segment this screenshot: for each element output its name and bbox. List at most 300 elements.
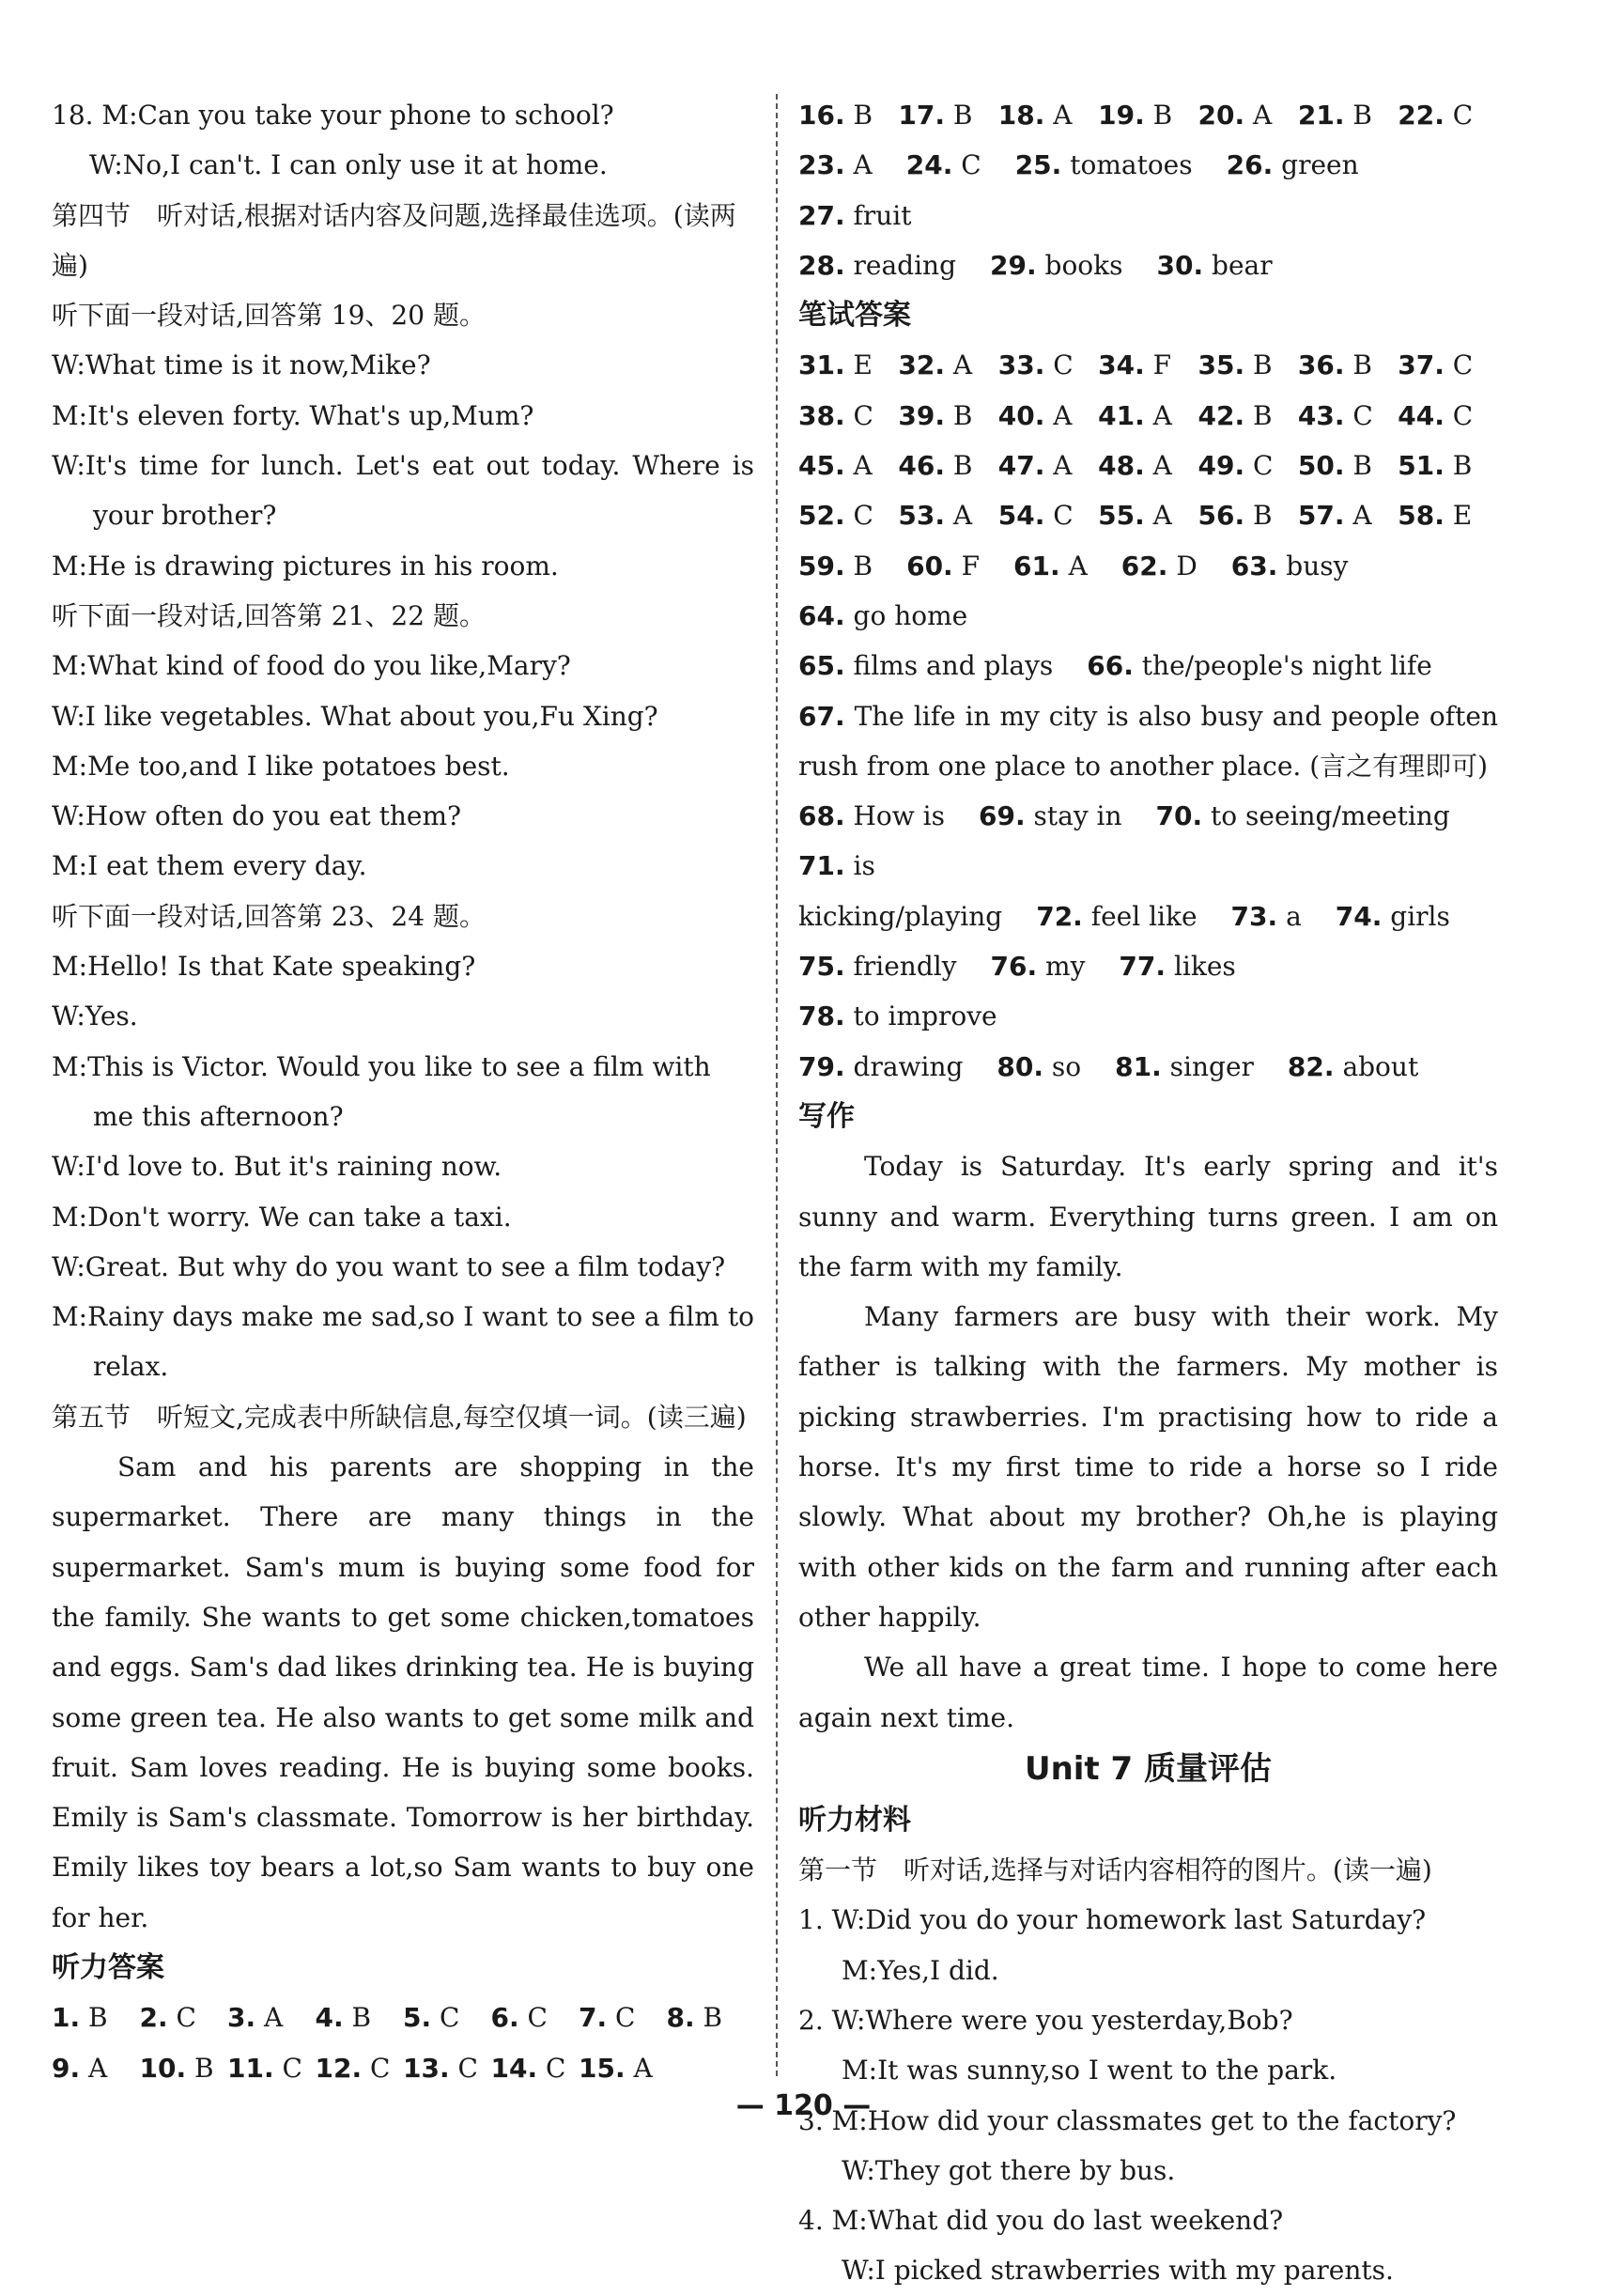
answer-value: A: [633, 2052, 653, 2084]
answer-value: B: [1253, 500, 1273, 532]
answer-number: 24.: [905, 149, 953, 181]
u7-dialogue-r: M:Yes,I did.: [842, 1954, 999, 1986]
answer-item: [1156, 791, 1450, 841]
intro-23-24: 听下面一段对话,回答第 23、24 题。: [52, 900, 486, 932]
dialogue-line: M:Don't worry. We can take a taxi.: [52, 1201, 512, 1233]
answer-row: [798, 892, 1498, 941]
answer-value: about: [1342, 1050, 1419, 1082]
answer-number: 13.: [403, 2052, 450, 2084]
answer-item: [906, 541, 980, 591]
answer-number: 75.: [798, 951, 845, 983]
answer-item: [1227, 140, 1359, 190]
answer-item: [1398, 340, 1497, 390]
answer-item: [403, 2043, 491, 2093]
answer-row: [798, 140, 1498, 240]
answer-number: 17.: [898, 100, 945, 131]
answer-number: 50.: [1297, 450, 1345, 482]
answer-item: [1198, 441, 1298, 490]
answer-value: girls: [1390, 900, 1450, 932]
answer-item: [1231, 892, 1302, 941]
answer-value: B: [952, 399, 973, 431]
answer-number: 3.: [227, 2002, 256, 2034]
answer-number: 56.: [1198, 500, 1245, 532]
answer-number: 81.: [1115, 1050, 1162, 1082]
answer-number: 16.: [798, 100, 845, 131]
answer-item: [1119, 941, 1235, 991]
answer-row: [798, 791, 1498, 892]
answer-value: B: [351, 2002, 372, 2034]
answer-row: [798, 1042, 1498, 1092]
answer-item: [990, 240, 1123, 290]
answer-value: A: [1068, 550, 1088, 582]
answer-item: [998, 490, 1098, 540]
dialogue-line: W:I'd love to. But it's raining now.: [52, 1151, 502, 1183]
answer-item: [798, 1042, 963, 1092]
dialogue-line: M:He is drawing pictures in his room.: [52, 550, 559, 582]
answer-item: [798, 641, 1053, 690]
answer-item: [1198, 90, 1298, 140]
answer-value: A: [1053, 399, 1073, 431]
answer-item: [1398, 490, 1497, 540]
answer-number: 25.: [1014, 149, 1062, 181]
dialogue-line: W:Yes.: [52, 1001, 138, 1032]
passage: [52, 1442, 754, 1943]
answer-number: 9.: [52, 2052, 81, 2084]
answer-number: 27.: [798, 199, 845, 231]
answer-number: 53.: [898, 500, 945, 532]
answer-number: 63.: [1230, 550, 1278, 582]
u7-dialogue-r: W:They got there by bus.: [842, 2154, 1176, 2186]
answer-value: A: [1053, 100, 1073, 131]
answer-item: [798, 90, 898, 140]
answer-value: drawing: [853, 1050, 964, 1082]
answer-item: [316, 1993, 404, 2042]
dialogue-line: M:This is Victor. Would you like to see a film with me this afternoon?: [52, 1050, 711, 1132]
answer-row: [798, 641, 1498, 690]
answer-number: 61.: [1013, 550, 1060, 582]
answer-number: 73.: [1230, 900, 1278, 932]
answer-value: E: [853, 349, 873, 381]
answer-number: 7.: [579, 2002, 608, 2034]
answer-number: 82.: [1287, 1050, 1335, 1082]
answer-value: A: [853, 450, 873, 482]
answer-row: [798, 90, 1498, 140]
answer-item: [1115, 1042, 1254, 1092]
answer-number: 79.: [798, 1050, 845, 1082]
answer-value: F: [1152, 349, 1172, 381]
answer-item: [1121, 541, 1198, 591]
answer-value: C: [546, 2052, 566, 2084]
answer-item: [998, 90, 1098, 140]
answer-value: A: [1152, 500, 1172, 532]
dialogue-line: M:What kind of food do you like,Mary?: [52, 650, 571, 682]
answer-number: 11.: [227, 2052, 274, 2084]
answer-value: B: [194, 2052, 214, 2084]
answer-item: [52, 2043, 140, 2093]
answer-number: 35.: [1198, 349, 1245, 381]
left-column: [52, 90, 754, 2093]
answer-row: [52, 1993, 754, 2042]
answer-value: B: [853, 100, 873, 131]
answer-value: friendly: [853, 951, 957, 983]
answer-item: [491, 2043, 579, 2093]
answer-item: [991, 941, 1086, 991]
answer-item: [798, 892, 1002, 941]
answer-item: [1298, 441, 1398, 490]
answer-value: A: [1253, 100, 1273, 131]
answer-number: 31.: [798, 349, 845, 381]
listening-material-title: 听力材料: [798, 1803, 911, 1837]
u7-dialogue-q: 2. W:Where were you yesterday,Bob?: [798, 2004, 1293, 2036]
answer-number: 72.: [1036, 900, 1083, 932]
answer-item: [906, 140, 981, 190]
answer-value: B: [1452, 450, 1473, 482]
answer-value: C: [282, 2052, 302, 2084]
answer-item: [798, 441, 898, 490]
answer-value: A: [853, 149, 873, 181]
answer-item: [1398, 441, 1497, 490]
answer-value: C: [1053, 349, 1074, 381]
answer-value: feel like: [1090, 900, 1198, 932]
answer-value: is: [853, 850, 875, 882]
answer-value: my: [1045, 951, 1086, 983]
answer-number: 26.: [1226, 149, 1274, 181]
answer-value: go home: [853, 599, 968, 631]
answer-item: [667, 1993, 755, 2042]
dialogue-line: W:It's time for lunch. Let's eat out today. Where is your brother?: [52, 450, 754, 532]
answer-item: [1336, 892, 1450, 941]
answer-number: 15.: [579, 2052, 626, 2084]
answer-value: C: [1452, 100, 1474, 131]
answer-value: A: [264, 2002, 284, 2034]
answer-item: [998, 340, 1098, 390]
answer-value: busy: [1286, 550, 1349, 582]
answer-item: [1098, 490, 1198, 540]
answer-row: [798, 941, 1498, 1042]
answer-item: [1398, 391, 1497, 441]
answer-item: [1036, 892, 1197, 941]
answer-number: 30.: [1156, 249, 1204, 281]
answer-item: [316, 2043, 404, 2093]
section4-title: 第四节 听对话,根据对话内容及问题,选择最佳选项。(读两遍): [52, 199, 736, 281]
answer-number: 18.: [997, 100, 1045, 131]
answer-value: tomatoes: [1070, 149, 1193, 181]
dialogue-line: W:I like vegetables. What about you,Fu Xing?: [52, 700, 658, 732]
answer-value: C: [853, 500, 873, 532]
answer-number: 57.: [1297, 500, 1345, 532]
answer-value: the/people's night life: [1141, 650, 1432, 682]
answer-number: 58.: [1398, 500, 1445, 532]
answer-number: 69.: [978, 800, 1026, 832]
answer-value: C: [853, 399, 873, 431]
answer-number: 42.: [1198, 399, 1245, 431]
answer-number: 78.: [798, 1001, 845, 1032]
writing-title: 写作: [798, 1099, 855, 1133]
answer-value: A: [1352, 500, 1372, 532]
answer-item: [1298, 391, 1398, 441]
answer-value: C: [1352, 399, 1373, 431]
answer-item: [227, 2043, 316, 2093]
answer-number: 29.: [990, 249, 1037, 281]
answer-number: 22.: [1398, 100, 1445, 131]
answer-item: [798, 591, 967, 641]
answer-item: [579, 2043, 667, 2093]
essay-paragraph: Today is Saturday. It's early spring and it's sunny and warm. Everything turns green. I am on the farm with my family.: [798, 1151, 1498, 1282]
page-number: — 120 —: [735, 2089, 872, 2122]
answer-value: A: [1152, 399, 1172, 431]
answer-number: 77.: [1119, 951, 1167, 983]
answer-value: A: [1053, 450, 1073, 482]
essay-paragraph: Many farmers are busy with their work. My father is talking with the farmers. My mother is picking strawberries. I'm practising how to ride a horse. It's my first time to ride a horse so I ride slowly. What about my brother? Oh,he is playing with other kids on the farm and running after each other happily.: [798, 1301, 1498, 1633]
answer-value: F: [961, 550, 981, 582]
answer-number: 39.: [898, 399, 945, 431]
answer-value: A: [88, 2052, 108, 2084]
answer-number: 47.: [997, 450, 1045, 482]
answer-item: [898, 441, 997, 490]
answer-number: 74.: [1335, 900, 1383, 932]
passage-text: Sam and his parents are shopping in the supermarket. There are many things in the supermarket. Sam's mum is buying some food for the family. She wants to get some chicken,tomatoes and eggs. Sam's dad likes drinking tea. He is buying some green tea. He also wants to get some milk and fruit. Sam loves reading. He is buying some books. Emily is Sam's classmate. Tomorrow is her birthday. Emily likes toy bears a lot,so Sam wants to buy one for her.: [52, 1451, 754, 1933]
answer-number: 59.: [798, 550, 845, 582]
answer-item: [979, 791, 1122, 841]
answer-item: [52, 1993, 140, 2042]
answer-value: B: [88, 2002, 108, 2034]
answer-item: [1288, 1042, 1418, 1092]
answer-value: B: [703, 2002, 723, 2034]
essay: [798, 1141, 1498, 1743]
answer-item: [1398, 90, 1497, 140]
answer-value: C: [1053, 500, 1074, 532]
answer-number: 19.: [1098, 100, 1145, 131]
answer-value: C: [615, 2002, 636, 2034]
answer-value: How is: [853, 800, 945, 832]
answer-number: 65.: [798, 650, 845, 682]
answer-item: [1198, 490, 1298, 540]
answer-row: [798, 240, 1498, 290]
answer-value: A: [1152, 450, 1172, 482]
dialogue-line: M:I eat them every day.: [52, 850, 367, 882]
essay-paragraph: We all have a great time. I hope to come here again next time.: [798, 1652, 1498, 1733]
answer-item: [798, 340, 898, 390]
right-column: [798, 90, 1498, 2296]
answer-item: [798, 391, 898, 441]
u7-dialogue-q: 4. M:What did you do last weekend?: [798, 2205, 1284, 2237]
answer-value: B: [1352, 349, 1372, 381]
q18-line2: W:No,I can't. I can only use it at home.: [89, 149, 608, 181]
answer-number: 5.: [403, 2002, 432, 2034]
answer-number: 23.: [798, 149, 845, 181]
answer-row: [798, 541, 1498, 642]
answer-row: [798, 391, 1498, 441]
answer-number: 44.: [1398, 399, 1445, 431]
answer-value: C: [1452, 399, 1474, 431]
answer-item: [1231, 541, 1349, 591]
answer-number: 49.: [1198, 450, 1245, 482]
answer-item: [1015, 140, 1193, 190]
written-answers-title: 笔试答案: [798, 299, 911, 333]
answer-value: A: [952, 500, 973, 532]
q18-line1: 18. M:Can you take your phone to school?: [52, 100, 614, 131]
answer-value: C: [527, 2002, 548, 2034]
answer-number: 80.: [997, 1050, 1044, 1082]
answer-item: [798, 490, 898, 540]
answer-number: 70.: [1155, 800, 1203, 832]
answer-number: 54.: [997, 500, 1045, 532]
answer-item: [998, 441, 1098, 490]
answer-number: 62.: [1120, 550, 1168, 582]
answer-value: so: [1051, 1050, 1082, 1082]
intro-21-22: 听下面一段对话,回答第 21、22 题。: [52, 599, 486, 631]
answer-value: green: [1281, 149, 1359, 181]
answer-value: singer: [1169, 1050, 1254, 1082]
answer-number: 55.: [1098, 500, 1145, 532]
answer-value: E: [1452, 500, 1473, 532]
answer-item: [1298, 490, 1398, 540]
answer-number: 76.: [990, 951, 1038, 983]
answer-number: 40.: [997, 399, 1045, 431]
answer-item: [898, 391, 997, 441]
answer-number: 51.: [1398, 450, 1445, 482]
answer-item: [1298, 90, 1398, 140]
q67-answer: [798, 691, 1498, 792]
answer-item: [798, 841, 875, 891]
answer-item: [1098, 391, 1198, 441]
answer-item: [491, 1993, 579, 2042]
answer-value: B: [952, 450, 973, 482]
answer-value: B: [1352, 100, 1372, 131]
dialogue-line: W:What time is it now,Mike?: [52, 349, 431, 381]
answer-number: 8.: [666, 2002, 695, 2034]
answer-item: [898, 90, 997, 140]
answer-value: books: [1044, 249, 1123, 281]
answer-value: B: [1253, 399, 1273, 431]
answer-item: [1098, 90, 1198, 140]
answer-item: [140, 1993, 228, 2042]
answer-number: 14.: [490, 2052, 538, 2084]
answer-item: [403, 1993, 491, 2042]
answer-item: [798, 941, 957, 991]
answer-item: [798, 991, 997, 1041]
answer-item: [579, 1993, 667, 2042]
answer-value: reading: [853, 249, 956, 281]
answer-item: [798, 240, 956, 290]
answer-row: [798, 490, 1498, 540]
answer-item: [798, 191, 912, 240]
answer-number: 32.: [898, 349, 945, 381]
answer-value: B: [1152, 100, 1173, 131]
answer-number: 12.: [315, 2052, 363, 2084]
answer-value: C: [370, 2052, 391, 2084]
dialogue-line: M:Me too,and I like potatoes best.: [52, 750, 510, 782]
answer-value: B: [853, 550, 873, 582]
answer-item: [1098, 441, 1198, 490]
answer-number: 52.: [798, 500, 845, 532]
answer-row: [798, 441, 1498, 490]
answer-item: [1198, 340, 1298, 390]
dialogue-line: M:Hello! Is that Kate speaking?: [52, 951, 476, 983]
answer-item: [1087, 641, 1432, 690]
answer-number: 64.: [798, 599, 845, 631]
answer-item: [1013, 541, 1088, 591]
answer-item: [1198, 391, 1298, 441]
answer-item: [227, 1993, 316, 2042]
answer-value: C: [1253, 450, 1274, 482]
answer-item: [798, 140, 873, 190]
answer-number: 4.: [315, 2002, 344, 2034]
answer-value: C: [1452, 349, 1474, 381]
section5-title: 第五节 听短文,完成表中所缺信息,每空仅填一词。(读三遍): [52, 1401, 747, 1433]
answer-number: 6.: [490, 2002, 519, 2034]
answer-value: B: [1253, 349, 1273, 381]
u7-dialogue-r: W:I picked strawberries with my parents.: [842, 2255, 1394, 2287]
answer-item: [1098, 340, 1198, 390]
answer-number: 46.: [898, 450, 945, 482]
answer-number: 10.: [139, 2052, 187, 2084]
column-divider: [776, 94, 778, 2076]
answer-number: 36.: [1297, 349, 1345, 381]
answer-item: [140, 2043, 228, 2093]
answer-item: [1157, 240, 1273, 290]
answer-number: 41.: [1098, 399, 1145, 431]
answer-number: 1.: [52, 2002, 81, 2034]
answer-value: kicking/playing: [798, 900, 1003, 932]
answer-value: bear: [1212, 249, 1273, 281]
answer-item: [997, 1042, 1081, 1092]
dialogue-line: W:How often do you eat them?: [52, 800, 462, 832]
answer-value: likes: [1173, 951, 1236, 983]
answer-number: 68.: [798, 800, 845, 832]
answer-value: to improve: [853, 1001, 997, 1032]
answer-number: 45.: [798, 450, 845, 482]
answer-number: 48.: [1098, 450, 1145, 482]
answer-value: A: [952, 349, 973, 381]
dialogue-line: M:Rainy days make me sad,so I want to see a film to relax.: [52, 1301, 754, 1383]
q67-text: The life in my city is also busy and people often rush from one place to another place. (言之有理即可): [798, 700, 1499, 782]
unit7-title: Unit 7 质量评估: [1024, 1749, 1273, 1788]
u7-dialogue-q: 3. M:How did your classmates get to the factory?: [798, 2104, 1457, 2136]
dialogue-line: W:Great. But why do you want to see a film today?: [52, 1250, 726, 1282]
answer-row: [798, 340, 1498, 390]
answer-number: 43.: [1297, 399, 1345, 431]
dialogue-line: M:It's eleven forty. What's up,Mum?: [52, 399, 534, 431]
answer-number: 34.: [1098, 349, 1145, 381]
answer-number: 20.: [1198, 100, 1245, 131]
answer-value: C: [457, 2052, 478, 2084]
intro-19-20: 听下面一段对话,回答第 19、20 题。: [52, 300, 486, 332]
answer-item: [798, 541, 873, 591]
answer-item: [898, 490, 997, 540]
answer-number: 66.: [1087, 650, 1134, 682]
answer-number: 37.: [1398, 349, 1445, 381]
u7-dialogue-q: 1. W:Did you do your homework last Saturday?: [798, 1904, 1427, 1936]
answer-value: a: [1286, 900, 1302, 932]
answer-number: 60.: [906, 550, 953, 582]
answer-number: 28.: [798, 249, 845, 281]
answer-value: D: [1176, 550, 1198, 582]
listening-answers-title: 听力答案: [52, 1950, 164, 1984]
answer-number: 2.: [139, 2002, 168, 2034]
answer-value: stay in: [1033, 800, 1122, 832]
answer-item: [798, 791, 945, 841]
u7-dialogue-r: M:It was sunny,so I went to the park.: [842, 2055, 1337, 2087]
answer-value: fruit: [853, 199, 912, 231]
answer-value: B: [1352, 450, 1372, 482]
answer-row: [52, 2043, 754, 2093]
answer-value: C: [176, 2002, 196, 2034]
answer-value: C: [961, 149, 981, 181]
answer-number: 71.: [798, 850, 845, 882]
answer-item: [1298, 340, 1398, 390]
answer-item: [898, 340, 997, 390]
